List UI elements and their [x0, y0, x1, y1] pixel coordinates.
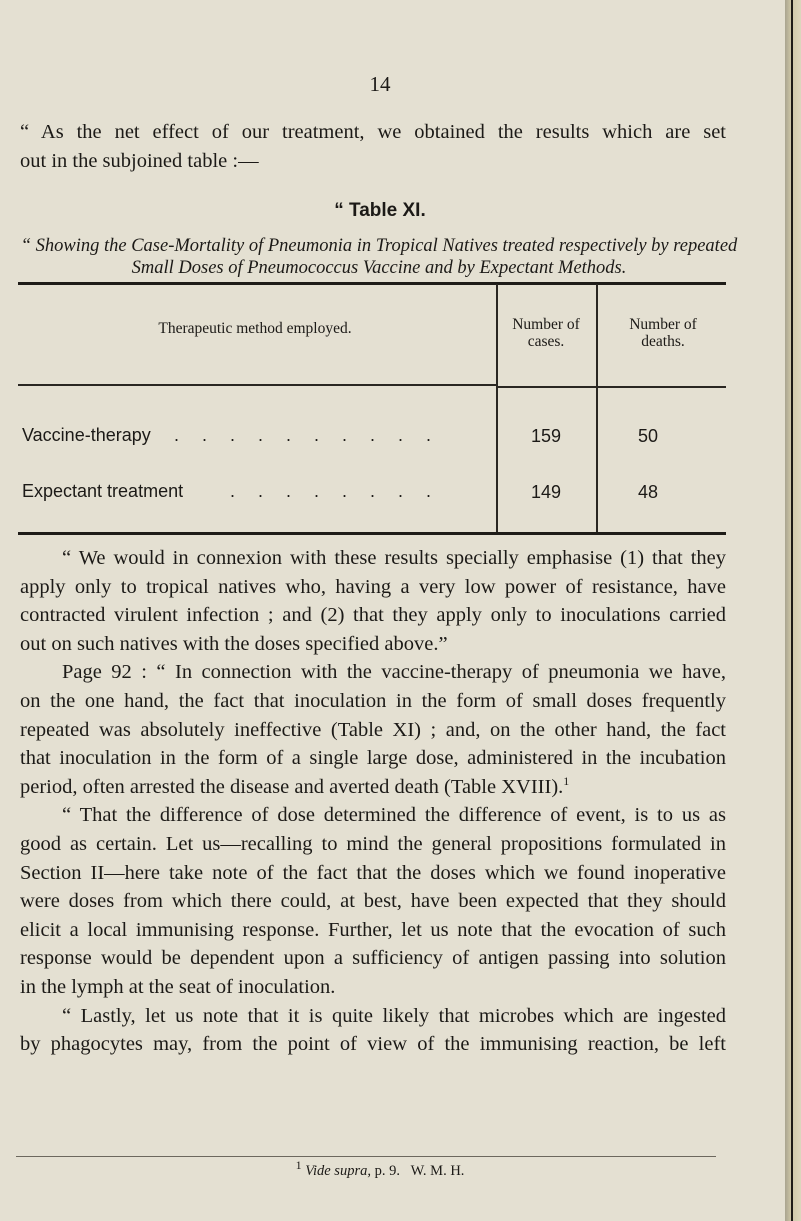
- text-line: Section II—here take note of the fact that the doses which we found inoperative: [20, 861, 726, 884]
- text-line: contracted virulent infection ; and (2) that they apply only to inoculations carried: [20, 604, 726, 627]
- table-caption: [16, 235, 742, 279]
- row-deaths: 50: [637, 426, 659, 446]
- header-deaths: [600, 316, 726, 350]
- text-line: in the lymph at the seat of inoculation.: [20, 975, 336, 998]
- text-line: were doses from which there could, at best, have been expected that they should: [20, 890, 726, 913]
- table-top-rule: [18, 282, 726, 285]
- text-line-with-footnote: [20, 773, 726, 802]
- text-line: that inoculation in the form of a single large dose, administered in the incubation: [20, 747, 726, 770]
- body-text: [20, 544, 726, 1059]
- text-line: period, often arrested the disease and averted death (Table XVIII).: [20, 775, 564, 798]
- text-line: “ That the difference of dose determined the difference of event, is to us as: [62, 804, 726, 827]
- header-cases: [498, 316, 594, 350]
- text-line: by phagocytes may, from the point of view of the immunising reaction, be left: [20, 1033, 726, 1056]
- header-cases-line: Number of: [512, 316, 580, 333]
- header-rule: [18, 384, 496, 386]
- row-method: Expectant treatment: [22, 481, 184, 501]
- table-title: “ Table XI.: [334, 200, 426, 221]
- binding-line: [791, 0, 793, 1221]
- text-line: “ As the net effect of our treatment, we obtained the results which are set: [20, 121, 726, 143]
- text-line: apply only to tropical natives who, having a very low power of resistance, have: [20, 575, 726, 598]
- page-edge: [785, 0, 801, 1221]
- text-line: response would be dependent upon a sufficiency of antigen passing into solution: [20, 947, 726, 970]
- text-line: repeated was absolutely ineffective (Table XI) ; and, on the other hand, the fact: [20, 718, 726, 741]
- footnote-text: p. 9. W. M. H.: [370, 1163, 465, 1179]
- header-deaths-line: Number of: [629, 316, 697, 333]
- text-line: out on such natives with the doses specified above.”: [20, 632, 448, 655]
- footnote-italic: Vide supra,: [305, 1163, 371, 1179]
- footnote-rule: [16, 1156, 716, 1157]
- text-line: out in the subjoined table :—: [20, 149, 259, 172]
- intro-paragraph: [20, 118, 726, 175]
- row-cases: 149: [530, 482, 562, 502]
- header-rule: [496, 386, 726, 388]
- text-line: on the one hand, the fact that inoculation in the form of small doses frequently: [20, 689, 726, 712]
- text-line: good as certain. Let us—recalling to mind the general propositions formulated in: [20, 832, 726, 855]
- footnote: [0, 1158, 760, 1180]
- caption-line: Small Doses of Pneumococcus Vaccine and by Expectant Methods.: [131, 258, 627, 278]
- header-cases-line: cases.: [527, 333, 565, 350]
- text-line: “ We would in connexion with these results specially emphasise (1) that they: [62, 547, 726, 569]
- text-line: elicit a local immunising response. Further, let us note that the evocation of such: [20, 918, 726, 941]
- header-method: Therapeutic method employed.: [158, 320, 352, 337]
- row-method: Vaccine-therapy: [22, 425, 151, 445]
- row-leaders: . . . . . . . . . .: [174, 425, 441, 445]
- text-line: Page 92 : “ In connection with the vaccine-therapy of pneumonia we have,: [62, 661, 726, 684]
- row-cases: 159: [530, 426, 562, 446]
- caption-line: “ Showing the Case-Mortality of Pneumonia in Tropical Natives treated respectively by repeated: [20, 236, 738, 256]
- column-divider: [596, 284, 598, 532]
- page-number: 14: [369, 72, 391, 96]
- header-deaths-line: deaths.: [641, 333, 685, 350]
- text-line: “ Lastly, let us note that it is quite likely that microbes which are ingested: [62, 1004, 726, 1027]
- row-leaders: . . . . . . . .: [230, 481, 441, 501]
- footnote-mark: 1: [295, 1158, 302, 1173]
- table-bottom-rule: [18, 532, 726, 535]
- row-deaths: 48: [637, 482, 659, 502]
- footnote-mark: 1: [563, 773, 570, 788]
